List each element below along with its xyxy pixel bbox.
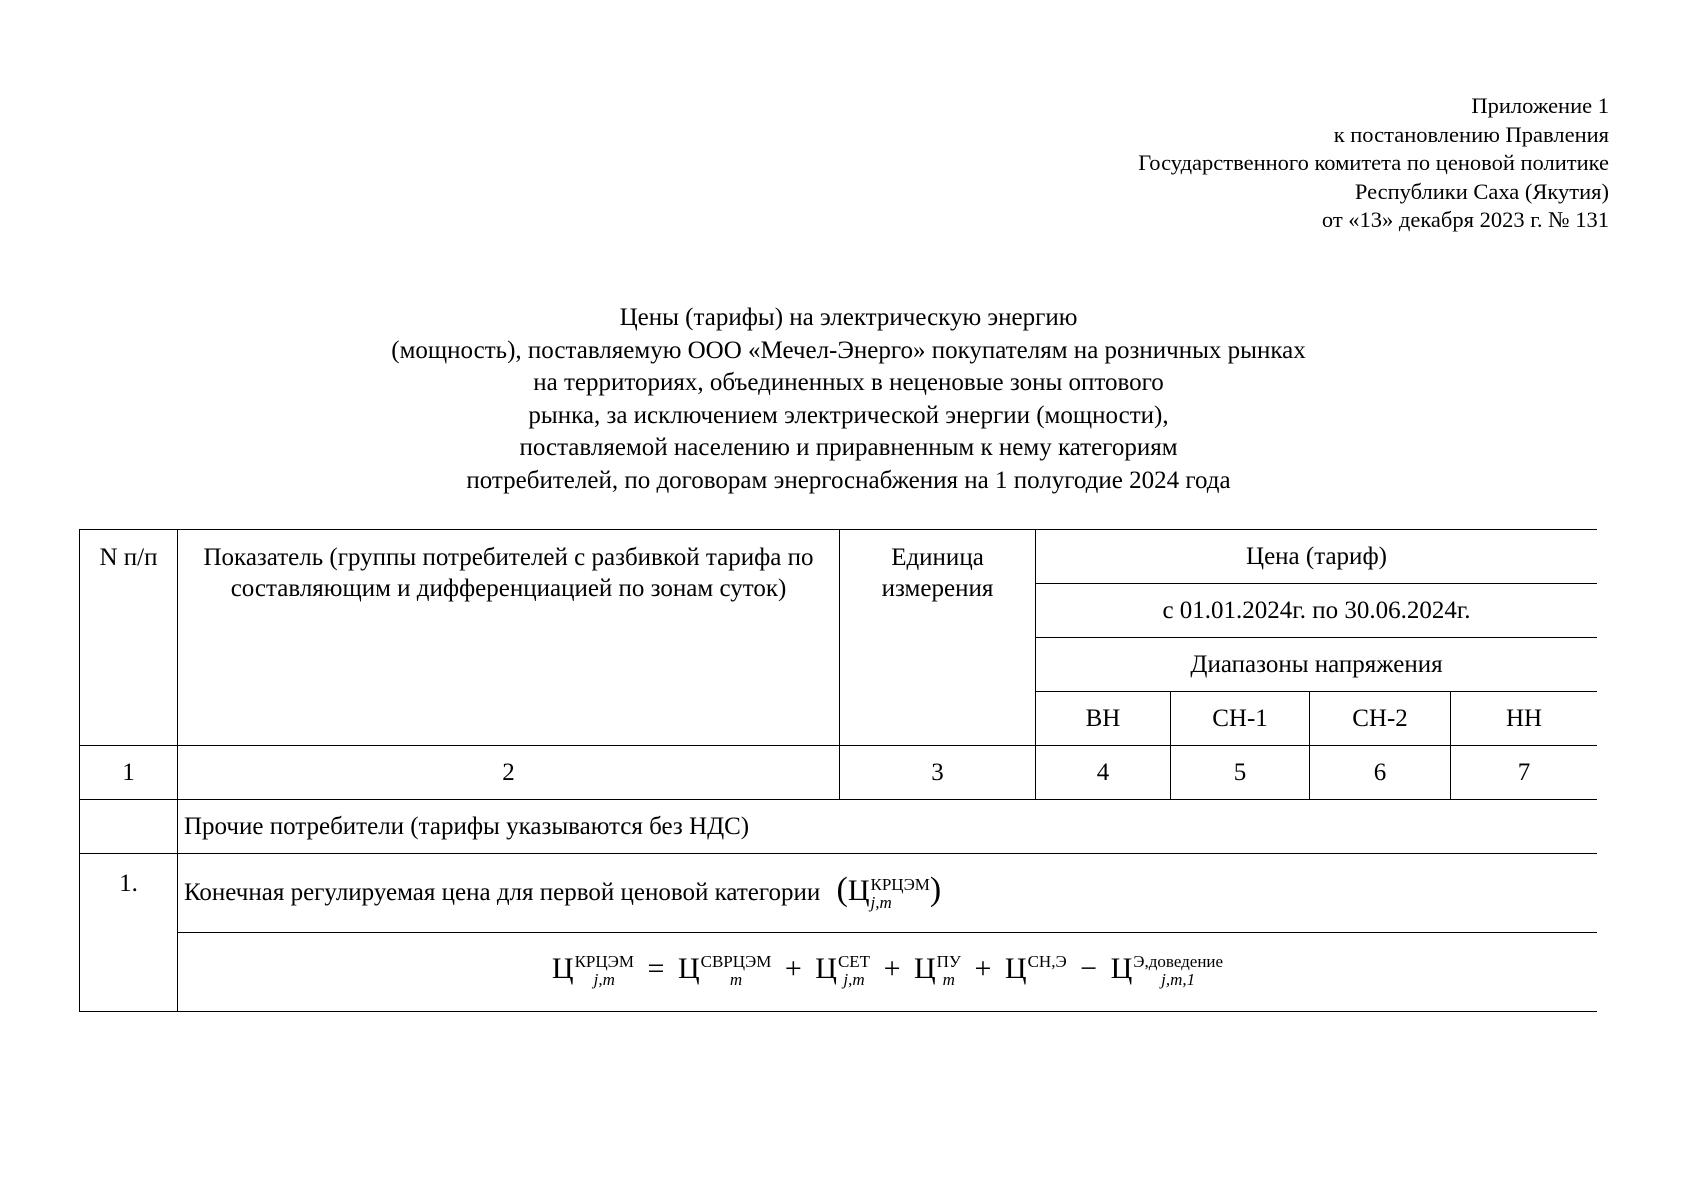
category-formula: (Ц КРЦЭМ j,m ) <box>836 871 942 912</box>
header-period: с 01.01.2024г. по 30.06.2024г. <box>1036 584 1598 638</box>
voltage-vn: ВН <box>1036 692 1171 746</box>
annex-line: к постановлению Правления <box>1333 121 1609 147</box>
tariff-table-wrapper <box>79 529 1597 1015</box>
plus-sign: + <box>883 952 901 985</box>
col-number: 4 <box>1036 746 1171 800</box>
annex-line: Республики Саха (Якутия) <box>1354 178 1609 204</box>
col-number: 6 <box>1310 746 1451 800</box>
formula-base: Ц <box>1004 952 1027 985</box>
formula-sup: СВРЦЭМ <box>700 952 772 972</box>
col-number: 5 <box>1171 746 1310 800</box>
voltage-sn1: СН-1 <box>1171 692 1310 746</box>
section-num-cell <box>80 800 178 854</box>
title-line: (мощность), поставляемую ООО «Мечел-Энерго» покупателям на розничных рынках <box>391 336 1306 364</box>
formula-sub: j,m <box>843 970 865 990</box>
col-number: 2 <box>178 746 840 800</box>
col-number: 7 <box>1451 746 1598 800</box>
title-line: рынка, за исключением электрической энергии (мощности), <box>528 401 1169 429</box>
title-line: поставляемой населению и приравненным к нему категориям <box>519 434 1178 461</box>
header-voltage: Диапазоны напряжения <box>1036 638 1598 692</box>
formula-sup: КРЦЭМ <box>870 874 930 894</box>
formula-base: Ц <box>913 952 936 985</box>
formula-sub: m <box>942 970 955 990</box>
annex-line: Приложение 1 <box>1471 93 1609 118</box>
annex-block <box>1138 92 1609 235</box>
formula-base: Ц <box>551 952 574 985</box>
formula-sub <box>1028 971 1067 989</box>
col-number: 3 <box>840 746 1036 800</box>
formula-sub: j,m <box>593 970 615 990</box>
equals-sign: = <box>647 952 665 985</box>
document-title <box>0 302 1697 497</box>
formula-sup: Э,доведение <box>1133 952 1224 972</box>
annex-line: от «13» декабря 2023 г. № 131 <box>1321 207 1609 232</box>
plus-sign: + <box>784 952 802 985</box>
row-number: 1. <box>80 854 178 1012</box>
header-price: Цена (тариф) <box>1036 530 1598 584</box>
formula-sub: j,m,1 <box>1161 970 1196 990</box>
row-label-cell <box>178 854 1598 933</box>
header-unit: Единица измерения <box>840 530 1036 746</box>
row-label: Конечная регулируемая цена для первой ценовой категории <box>184 879 821 907</box>
title-line: Цены (тарифы) на электрическую энергию <box>619 304 1078 331</box>
formula-sup: КРЦЭМ <box>574 952 635 972</box>
plus-sign: + <box>974 952 992 985</box>
voltage-nn: НН <box>1451 692 1598 746</box>
minus-sign: − <box>1080 952 1098 985</box>
header-num: N п/п <box>80 530 178 746</box>
formula-sup: СН,Э <box>1027 952 1067 972</box>
price-formula <box>552 949 1223 989</box>
formula-base: Ц <box>677 952 700 985</box>
formula-sub: j,m <box>870 892 892 912</box>
tariff-table <box>79 529 1597 1012</box>
annex-line: Государственного комитета по ценовой политике <box>1138 150 1609 175</box>
title-line: на территориях, объединенных в неценовые зоны оптового <box>533 369 1164 396</box>
formula-cell <box>178 933 1598 1012</box>
title-line: потребителей, по договорам энергоснабжения на 1 полугодие 2024 года <box>466 466 1231 494</box>
formula-sub: m <box>729 970 743 990</box>
voltage-sn2: СН-2 <box>1310 692 1451 746</box>
formula-sup: ПУ <box>936 952 961 972</box>
col-number: 1 <box>80 746 178 800</box>
formula-sup: СЕТ <box>837 952 871 972</box>
header-indicator: Показатель (группы потребителей с разбивкой тарифа по составляющим и дифференциацией по зонам суток) <box>178 530 840 746</box>
formula-base: Ц <box>847 874 870 908</box>
formula-base: Ц <box>1110 952 1133 985</box>
section-label: Прочие потребители (тарифы указываются без НДС) <box>178 800 1598 854</box>
formula-base: Ц <box>815 952 837 985</box>
